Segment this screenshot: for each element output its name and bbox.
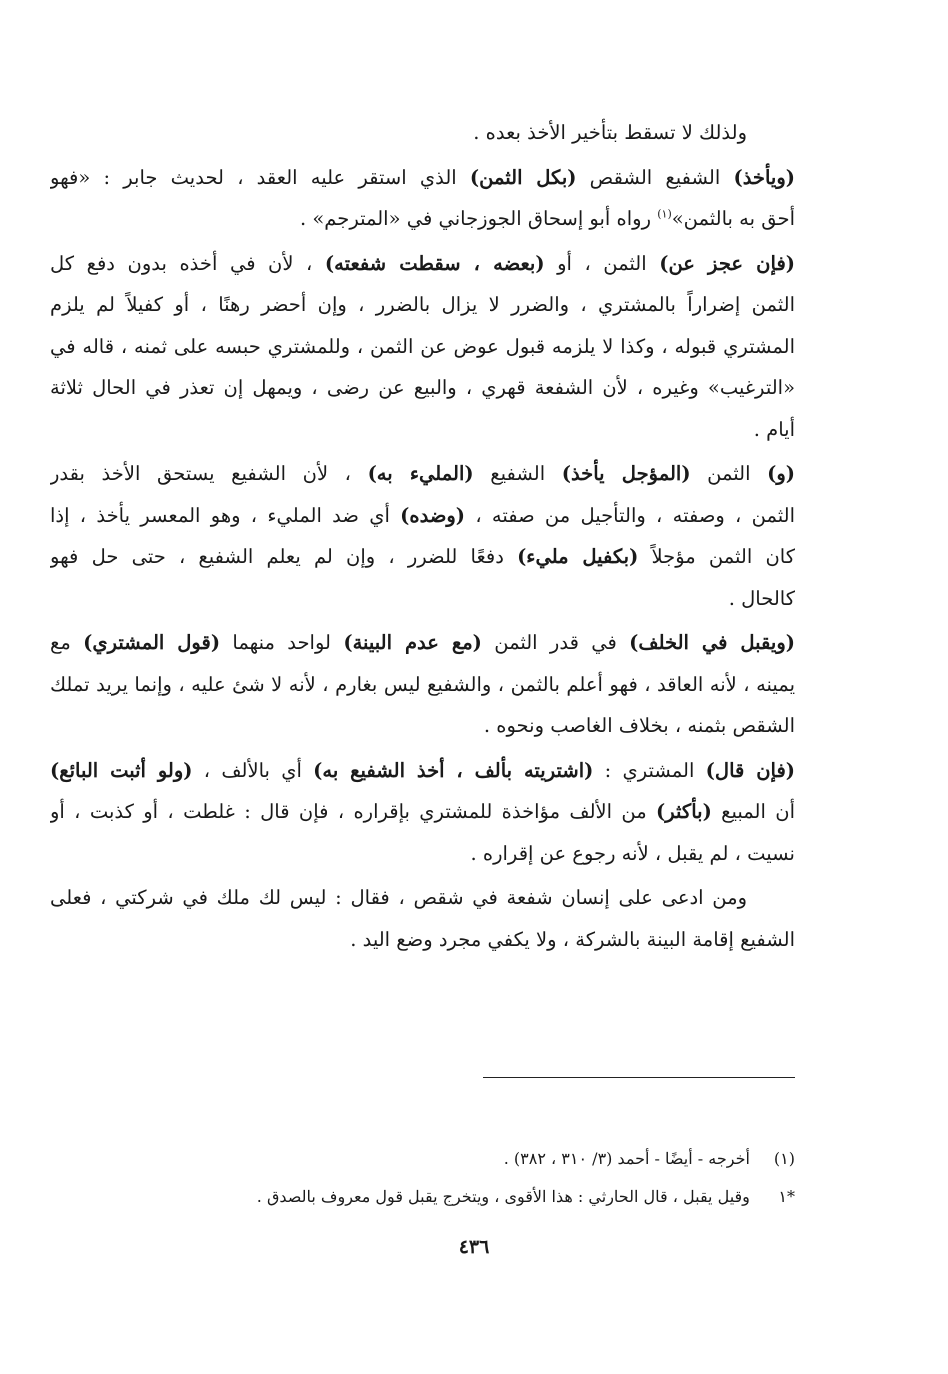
footnote-separator — [483, 1077, 795, 1078]
paragraph-line: ولذلك لا تسقط بتأخير الأخذ بعده . — [473, 121, 747, 144]
paragraph-line: (فإن عجز عن) الثمن ، أو (بعضه ، سقطت شفعته) ، لأن في أخذه بدون دفع كل — [50, 251, 795, 275]
bold-term: (بكفيل مليء) — [517, 545, 639, 568]
footnote-marker: *١ — [778, 1187, 795, 1206]
paragraph-line: كان الثمن مؤجلاً (بكفيل مليء) دفعًا للضرر ، وإن لم يعلم الشفيع ، حتى حل فهو — [50, 545, 795, 568]
paragraph-line: نسيت ، لم يقبل ، لأنه رجوع عن إقراره . — [470, 841, 795, 865]
footnote — [50, 1140, 795, 1178]
bold-term: (بأكثر) — [656, 800, 712, 823]
paragraph-line: الشقص بثمنه ، بخلاف الغاصب ونحوه . — [483, 714, 795, 737]
paragraph-line: (فإن قال) المشتري : (اشتريته بألف ، أخذ الشفيع به) أي بالألف ، (ولو أثبت البائع) — [50, 758, 795, 782]
bold-term: (و) — [767, 462, 795, 485]
bold-term: (بكل الثمن) — [469, 165, 577, 189]
footnote — [50, 1178, 795, 1216]
paragraph-line: أن المبيع (بأكثر) من الألف مؤاخذة للمشتري بإقراره ، فإن قال : غلطت ، أو كذبت ، أو — [50, 800, 795, 823]
bold-term: (فإن عجز عن) — [659, 251, 795, 275]
page-number: ٤٣٦ — [458, 1236, 490, 1258]
paragraph-line: يمينه ، لأنه العاقد ، فهو أعلم بالثمن ، والشفيع ليس بغارم ، لأنه لا شئ عليه ، وإنما يريد تملك — [50, 672, 795, 696]
paragraph-line: (و) الثمن (المؤجل يأخذ) الشفيع (المليء به) ، لأن الشفيع يستحق الأخذ بقدر — [50, 462, 795, 485]
paragraph-line: الثمن ، وصفته ، والتأجيل من صفته ، (وضده) أي ضد المليء ، وهو المعسر يأخذ ، إذا — [50, 503, 795, 527]
bold-term: (المليء به) — [367, 462, 474, 485]
bold-term: (المؤجل يأخذ) — [561, 462, 691, 485]
paragraph-line: أيام . — [753, 417, 795, 441]
bold-term: (مع عدم البينة) — [343, 631, 482, 654]
paragraph-line: الثمن إضراراً بالمشتري ، والضرر لا يزال بالضرر ، وإن أحضر رهنًا ، أو كفيلاً لم يلزم — [50, 293, 795, 316]
footnote-reference: (١) — [657, 207, 672, 221]
bold-term: (ولو أثبت البائع) — [50, 758, 193, 782]
paragraph-line: (ويقبل في الخلف) في قدر الثمن (مع عدم البينة) لواحد منهما (قول المشتري) مع — [50, 631, 795, 654]
footnote-text: أخرجه - أيضًا - أحمد (٣/ ٣١٠ ، ٣٨٢) . — [503, 1149, 750, 1168]
paragraph-line: الشفيع إقامة البينة بالشركة ، ولا يكفي مجرد وضع اليد . — [350, 927, 795, 951]
bold-term: (قول المشتري) — [83, 631, 221, 654]
paragraph-line: «الترغيب» وغيره ، لأن الشفعة قهري ، والبيع عن رضى ، ويمهل إن تعذر في الحال ثلاثة — [50, 376, 795, 399]
paragraph-line: كالحال . — [728, 586, 795, 610]
main-text — [50, 112, 795, 960]
bold-term: (ويقبل في الخلف) — [629, 631, 795, 654]
paragraph-line: المشتري قبوله ، وكذا لا يلزمه قبول عوض عن الثمن ، وللمشتري حبسه على ثمنه ، قاله في — [50, 334, 795, 358]
bold-term: (بعضه ، سقطت شفعته) — [324, 251, 545, 275]
bold-term: (فإن قال) — [705, 758, 795, 782]
footnotes — [50, 1140, 795, 1216]
bold-term: (اشتريته بألف ، أخذ الشفيع به) — [313, 758, 594, 782]
bold-term: (ويأخذ) — [733, 165, 795, 189]
footnote-text: وقيل يقبل ، قال الحارثي : هذا الأقوى ، ويتخرج يقبل قول معروف بالصدق . — [256, 1187, 750, 1206]
footnote-marker: (١) — [773, 1149, 795, 1168]
paragraph-line: ومن ادعى على إنسان شفعة في شقص ، فقال : ليس لك ملك في شركتي ، فعلى — [50, 886, 747, 909]
paragraph-line: أحق به بالثمن»$^{(١)}$ رواه أبو إسحاق الجوزجاني في «المترجم» . — [299, 207, 795, 230]
bold-term: (وضده) — [400, 503, 466, 527]
paragraph-line: (ويأخذ) الشفيع الشقص (بكل الثمن) الذي استقر عليه العقد ، لحديث جابر : «فهو — [50, 165, 795, 189]
